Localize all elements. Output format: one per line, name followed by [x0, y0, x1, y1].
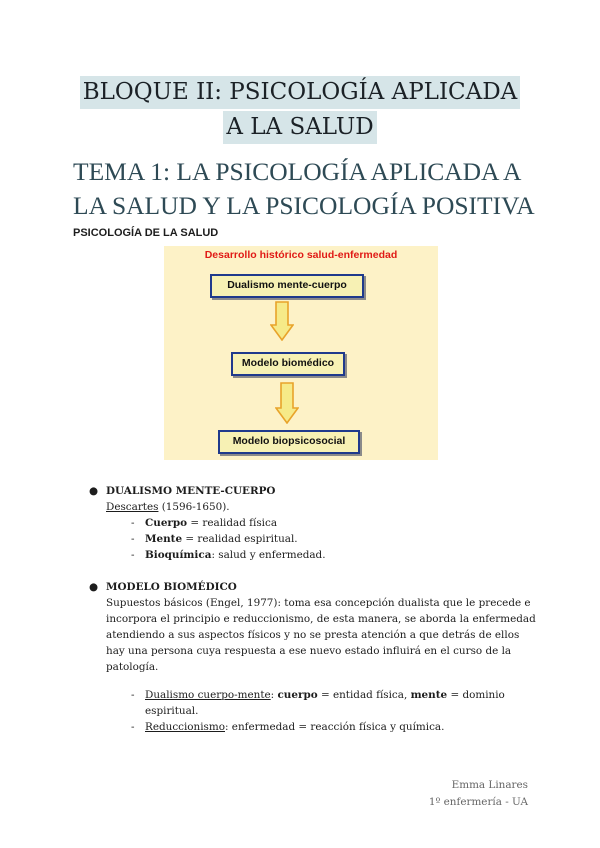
paragraph-line: Supuestos básicos (Engel, 1977): toma esa concepción dualista que le precede e: [106, 597, 531, 609]
bullet-dualismo: [73, 483, 543, 499]
diagram-step-biomedico: Modelo biomédico: [231, 352, 345, 376]
item-term: mente: [410, 689, 448, 701]
document-title: [0, 76, 600, 144]
title-line-1: BLOQUE II: PSICOLOGÍA APLICADA: [80, 76, 521, 109]
list-item: [73, 515, 543, 531]
history-diagram: [164, 246, 438, 460]
biomedico-paragraph: [73, 595, 543, 675]
list-item: [73, 687, 543, 719]
bullet-dot: ●: [89, 581, 99, 593]
dash: -: [131, 533, 135, 545]
footer-author: Emma Linares: [451, 779, 528, 791]
item-term: Cuerpo: [145, 517, 188, 529]
dualismo-author-line: [73, 499, 543, 515]
dash: -: [131, 689, 135, 701]
item-label: Dualismo cuerpo-mente: [145, 689, 271, 701]
item-term: cuerpo: [277, 689, 318, 701]
author-years: (1596-1650).: [158, 501, 230, 513]
footer-course: 1º enfermería - UA: [428, 796, 528, 808]
item-text: : salud y enfermedad.: [211, 549, 326, 561]
paragraph-line: incorpora el principio e reduccionismo, de esta manera, se aborda la enfermedad: [106, 613, 536, 625]
item-text: = entidad física,: [317, 689, 411, 701]
down-arrow-icon: [270, 301, 294, 341]
list-item: [73, 719, 543, 735]
item-text: = dominio: [447, 689, 505, 701]
diagram-step-biopsicosocial: Modelo biopsicosocial: [218, 430, 360, 454]
bullet-dot: ●: [89, 485, 99, 497]
topic-heading: [73, 155, 543, 223]
item-text: = realidad espiritual.: [182, 533, 298, 545]
notes-content: [73, 483, 543, 735]
dash: -: [131, 517, 135, 529]
item-text: = realidad física: [187, 517, 278, 529]
title-line-2: A LA SALUD: [223, 111, 376, 144]
biomedico-heading: MODELO BIOMÉDICO: [106, 581, 237, 593]
down-arrow-icon: [275, 382, 299, 424]
dash: -: [131, 721, 135, 733]
item-continuation: espiritual.: [145, 705, 199, 717]
diagram-step-dualismo: Dualismo mente-cuerpo: [210, 274, 364, 298]
dash: -: [131, 549, 135, 561]
author-name: Descartes: [106, 501, 159, 513]
item-term: Mente: [145, 533, 183, 545]
item-term: Bioquímica: [145, 549, 212, 561]
bullet-biomedico: [73, 579, 543, 595]
section-heading: PSICOLOGÍA DE LA SALUD: [73, 227, 219, 239]
item-sep: :: [270, 689, 278, 701]
item-label: Reduccionismo: [145, 721, 225, 733]
paragraph-line: patología.: [106, 661, 159, 673]
paragraph-line: atendiendo a sus aspectos físicos y no se presta atención a que detrás de ellos: [106, 629, 520, 641]
topic-line-1: TEMA 1: LA PSICOLOGÍA APLICADA A: [73, 157, 522, 186]
topic-line-2: LA SALUD Y LA PSICOLOGÍA POSITIVA: [73, 191, 535, 220]
paragraph-line: hay una persona cuya respuesta a ese nuevo estado influirá en el curso de la: [106, 645, 512, 657]
diagram-title: Desarrollo histórico salud-enfermedad: [204, 249, 398, 261]
footer: [429, 777, 528, 811]
list-item: [73, 547, 543, 563]
item-text: : enfermedad = reacción física y química.: [225, 721, 445, 733]
dualismo-heading: DUALISMO MENTE-CUERPO: [106, 485, 276, 497]
list-item: [73, 531, 543, 547]
